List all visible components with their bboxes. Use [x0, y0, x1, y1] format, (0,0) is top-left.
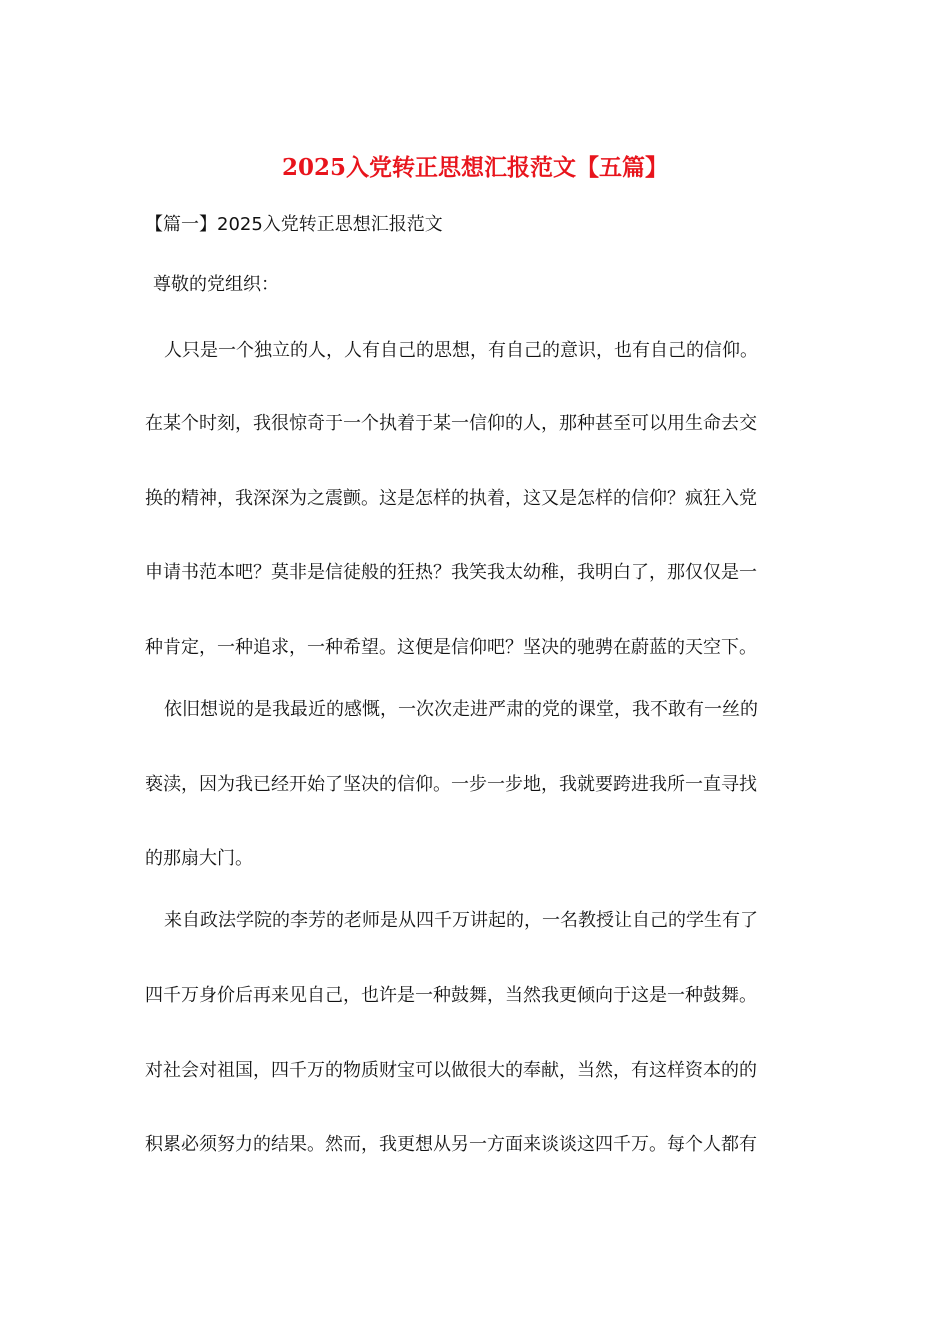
paragraph-line: 积累必须努力的结果。然而，我更想从另一方面来谈谈这四千万。每个人都有 [145, 1134, 757, 1155]
paragraph-line: 依旧想说的是我最近的感慨，一次次走进严肃的党的课堂，我不敢有一丝的 [164, 699, 758, 720]
salutation: 尊敬的党组织： [153, 274, 279, 295]
paragraph-line: 换的精神，我深深为之震颤。这是怎样的执着，这又是怎样的信仰？疯狂入党 [145, 488, 757, 509]
document-title: 2025入党转正思想汇报范文【五篇】 [281, 154, 668, 181]
paragraph-line: 亵渎，因为我已经开始了坚决的信仰。一步一步地，我就要跨进我所一直寻找 [145, 774, 757, 795]
paragraph-line: 人只是一个独立的人，人有自己的思想，有自己的意识，也有自己的信仰。 [164, 340, 758, 361]
paragraph-line: 的那扇大门。 [145, 848, 253, 869]
paragraph-line: 对社会对祖国，四千万的物质财宝可以做很大的奉献，当然，有这样资本的的 [145, 1060, 757, 1081]
paragraph-line: 申请书范本吧？莫非是信徒般的狂热？我笑我太幼稚，我明白了，那仅仅是一 [145, 562, 757, 583]
paragraph-line: 来自政法学院的李芳的老师是从四千万讲起的，一名教授让自己的学生有了 [164, 910, 758, 931]
paragraph-line: 种肯定，一种追求，一种希望。这便是信仰吧？坚决的驰骋在蔚蓝的天空下。 [145, 637, 757, 658]
section-heading: 【篇一】2025入党转正思想汇报范文 [145, 214, 443, 235]
paragraph-line: 在某个时刻，我很惊奇于一个执着于某一信仰的人，那种甚至可以用生命去交 [145, 413, 757, 434]
paragraph-line: 四千万身价后再来见自己，也许是一种鼓舞，当然我更倾向于这是一种鼓舞。 [145, 985, 757, 1006]
